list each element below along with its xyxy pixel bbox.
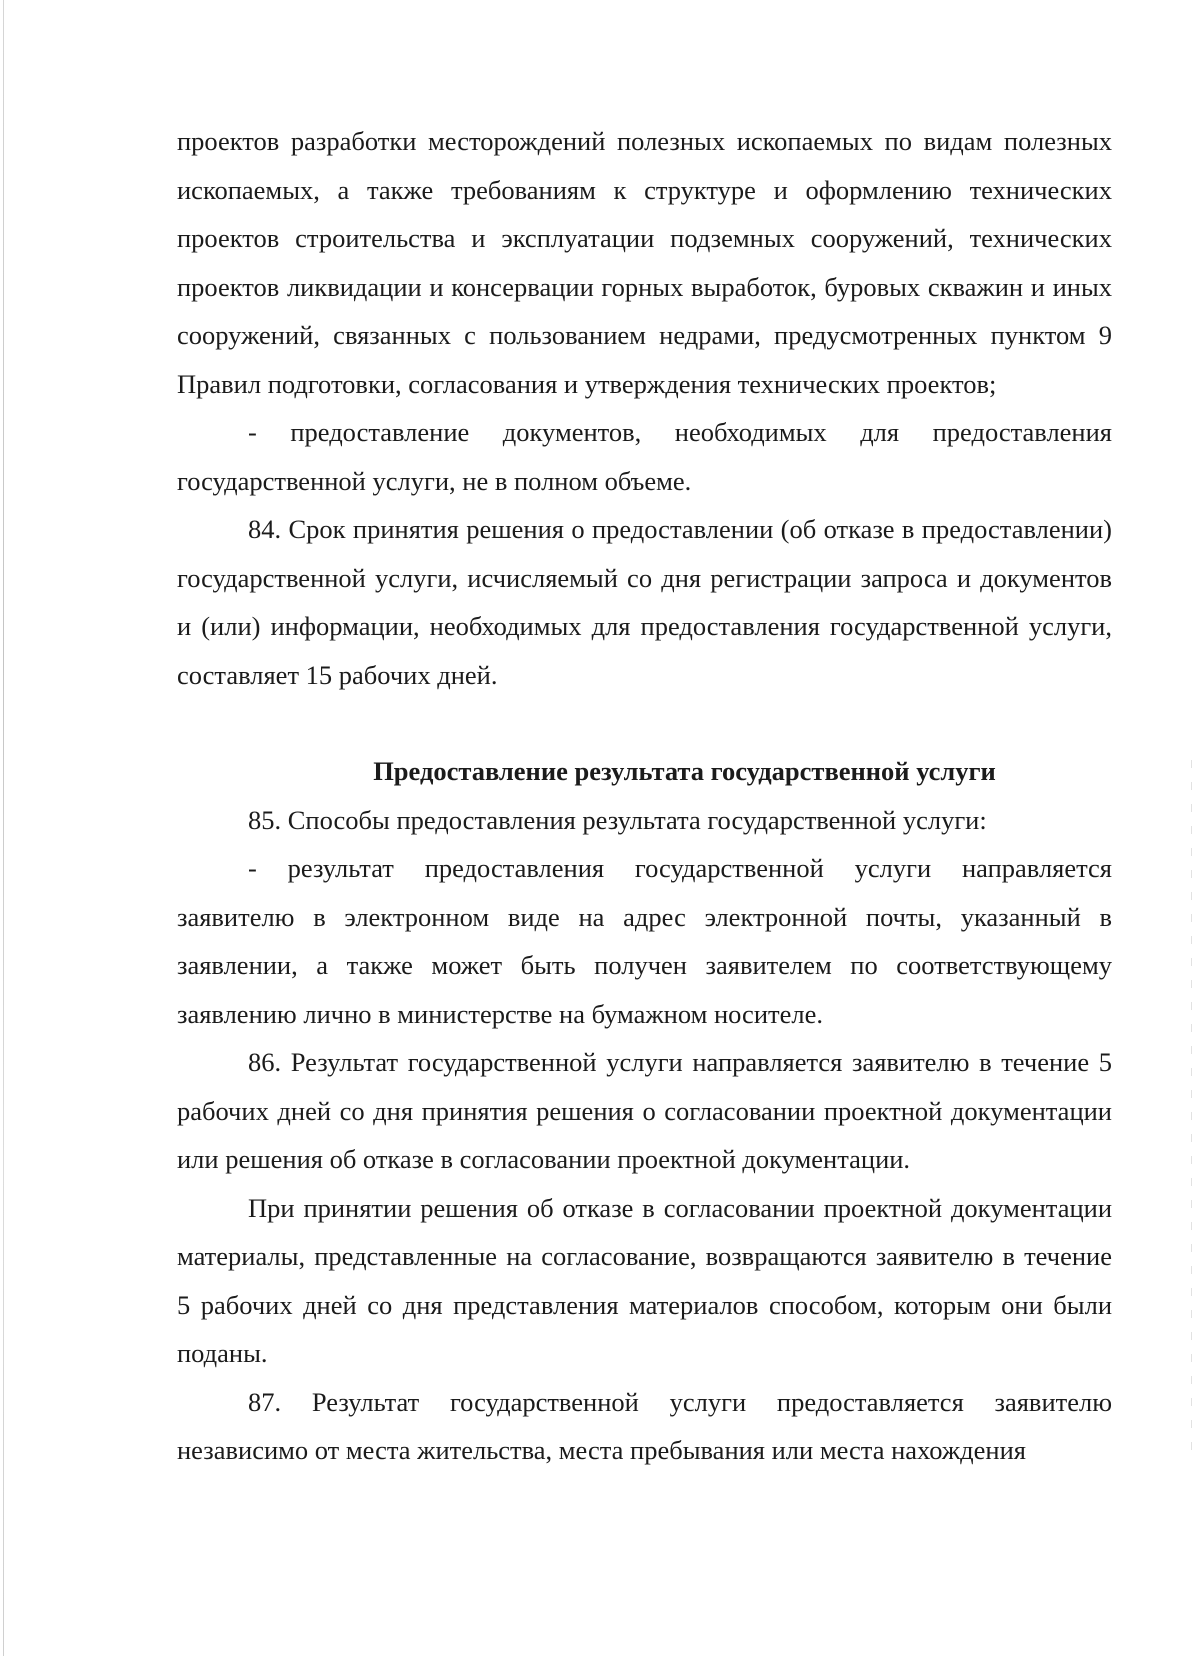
section-heading: Предоставление результата государственной услуги — [373, 756, 996, 786]
paragraph-refusal: При принятии решения об отказе в согласовании проектной документации материалы, представленные на согласование, возвращаются заявителю в течение 5 рабочих дней со дня представления материалов способом, которым они были поданы. — [177, 1192, 1112, 1368]
paragraph-84: 84. Срок принятия решения о предоставлении (об отказе в предоставлении) государственной услуги, исчисляемый со дня регистрации запроса и документов и (или) информации, необходимых для предоставления государственной услуги, составляет 15 рабочих дней. — [177, 514, 1112, 690]
paragraph-87: 87. Результат государственной услуги предоставляется заявителю независимо от места жительства, места пребывания или места нахождения — [177, 1386, 1112, 1465]
scan-edge-marks — [1191, 760, 1192, 1460]
paragraph-85: 85. Способы предоставления результата государственной услуги: — [248, 804, 987, 835]
scan-edge-line — [3, 0, 4, 1656]
paragraph-bullet-result: - результат предоставления государственной услуги направляется заявителю в электронном виде на адрес электронной почты, указанный в заявлении, а также может быть получен заявителем по соответствующему заявлению лично в министерстве на бумажном носителе. — [177, 853, 1112, 1029]
paragraph-bullet-incomplete-docs: - предоставление документов, необходимых для предоставления государственной услуги, не в полном объеме. — [177, 417, 1112, 496]
document-body — [177, 117, 1112, 1475]
paragraph-continuation: проектов разработки месторождений полезных ископаемых по видам полезных ископаемых, а также требованиям к структуре и оформлению технических проектов строительства и эксплуатации подземных сооружений, технических проектов ликвидации и консервации горных выработок, буровых скважин и иных сооружений, связанных с пользованием недрами, предусмотренных пунктом 9 Правил подготовки, согласования и утверждения технических проектов; — [177, 126, 1112, 399]
paragraph-86: 86. Результат государственной услуги направляется заявителю в течение 5 рабочих дней со дня принятия решения о согласовании проектной документации или решения об отказе в согласовании проектной документации. — [177, 1047, 1112, 1174]
